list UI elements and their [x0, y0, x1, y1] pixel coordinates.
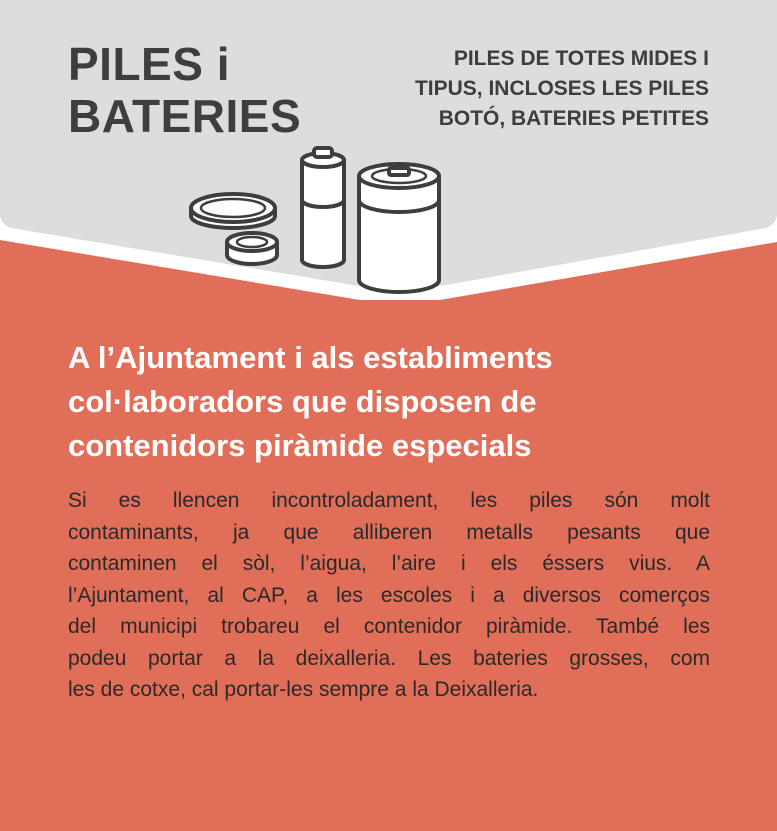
batteries-illustration — [185, 140, 445, 300]
button-battery-icon — [227, 233, 277, 264]
d-battery-icon — [359, 164, 439, 292]
subtitle-line-1: PILES DE TOTES MIDES I — [453, 47, 709, 70]
body-line-1: Si es llencen incontroladament, les piles són molt — [68, 489, 710, 512]
body-line-4: l’Ajuntament, al CAP, a les escoles i a diversos comerços — [68, 583, 710, 607]
title-line-1: PILES i — [68, 38, 230, 90]
subtitle — [349, 44, 709, 134]
title-line-2: BATERIES — [68, 90, 302, 142]
body-line-7: les de cotxe, cal portar-les sempre a la Deixalleria. — [68, 678, 539, 701]
body-line-6: podeu portar a la deixalleria. Les bateries grosses, com — [68, 646, 710, 670]
section-heading — [68, 336, 718, 468]
body-line-5: del municipi trobareu el contenidor piràmide. També les — [68, 615, 710, 638]
subtitle-line-3: BOTÓ, BATERIES PETITES — [438, 107, 709, 130]
heading-line-3: contenidors piràmide especials — [68, 428, 532, 463]
page-title — [68, 38, 368, 142]
aa-battery-icon — [302, 148, 344, 267]
subtitle-line-2: TIPUS, INCLOSES LES PILES — [414, 77, 709, 100]
body-paragraph — [68, 485, 710, 706]
coin-battery-icon — [191, 194, 275, 228]
body-line-2: contaminants, ja que alliberen metalls pesants que — [68, 520, 710, 544]
body-line-3: contaminen el sòl, l’aigua, l’aire i els éssers vius. A — [68, 552, 710, 575]
heading-line-2: col·laboradors que disposen de — [68, 384, 537, 419]
heading-line-1: A l’Ajuntament i als establiments — [68, 340, 553, 375]
